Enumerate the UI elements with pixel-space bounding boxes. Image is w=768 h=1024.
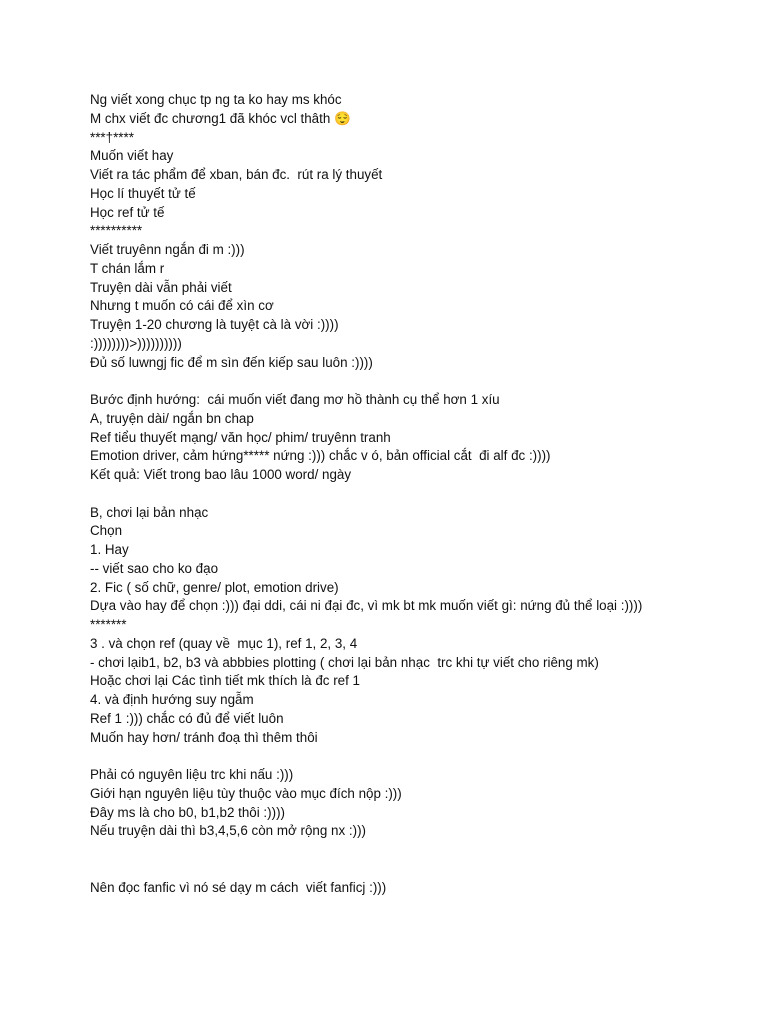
blank-line [90,747,730,766]
text-line: Phải có nguyên liệu trc khi nấu :))) [90,767,294,782]
text-line: Chọn [90,523,123,539]
text-line: :))))))))>)))))))))) [90,335,182,351]
text-line: Kết quả: Viết trong bao lâu 1000 word/ ngày [90,467,352,482]
text-line: Đủ số luwngj fic để m sìn đến kiếp sau luôn :)))) [90,354,373,370]
text-line: - chơi lạib1, b2, b3 và abbbies plotting ( chơi lại bản nhạc trc khi tự viết cho riêng mk) [90,654,599,670]
text-line: Hoặc chơi lại Các tình tiết mk thích là đc ref 1 [90,673,361,689]
text-line: Đây ms là cho b0, b1,b2 thôi :)))) [90,804,285,820]
blank-line [90,372,730,391]
text-line: -- viết sao cho ko đạo [90,560,219,576]
text-line: Nhưng t muốn có cái để xìn cơ [90,298,274,314]
text-line: M chx viết đc chương1 đã khóc vcl thâth 😌 [90,110,351,126]
text-line: ***†**** [90,129,134,145]
text-line: 3 . và chọn ref (quay về mục 1), ref 1, 2, 3, 4 [90,635,358,651]
text-line: 4. và định hướng suy ngẫm [90,692,254,707]
text-line: Muốn viết hay [90,148,174,164]
text-line: Giới hạn nguyên liệu tùy thuộc vào mục đích nộp :))) [90,785,402,801]
text-line: Viết truyênn ngắn đi m :))) [90,242,245,257]
text-line: Ref tiểu thuyết mạng/ văn học/ phim/ truyênn tranh [90,429,391,445]
text-line: Truyện 1-20 chương là tuyệt cà là vời :)))) [90,317,339,332]
text-line: Emotion driver, cảm hứng***** nứng :))) chắc v ó, bản official cắt đi alf đc :)))) [90,448,551,464]
blank-line [90,485,730,504]
text-line: Truyện dài vẫn phải viết [90,279,232,295]
blank-line [90,841,730,860]
text-line: Học lí thuyết tử tế [90,185,196,201]
text-line: Học ref tử tế [90,204,165,220]
text-line: Ref 1 :))) chắc có đủ để viết luôn [90,710,284,726]
text-line: 1. Hay [90,542,129,557]
text-line: Ng viết xong chục tp ng ta ko hay ms khóc [90,92,342,107]
text-line: ******* [90,617,127,632]
blank-line [90,860,730,879]
text-line: B, chơi lại bản nhạc [90,504,209,520]
text-line: 2. Fic ( số chữ, genre/ plot, emotion drive) [90,579,339,595]
text-line: Muốn hay hơn/ tránh đoạ thì thêm thôi [90,729,318,745]
document-body [90,91,730,897]
text-line: Bước định hướng: cái muốn viết đang mơ hồ thành cụ thể hơn 1 xíu [90,392,500,407]
text-line: T chán lắm r [90,260,165,276]
text-line: Nếu truyện dài thì b3,4,5,6 còn mở rộng nx :))) [90,823,366,839]
text-line: Nên đọc fanfic vì nó sé dạy m cách viết fanficj :))) [90,879,387,895]
text-line: Viết ra tác phẩm để xban, bán đc. rút ra lý thuyết [90,167,383,182]
text-line: A, truyện dài/ ngắn bn chap [90,410,254,426]
text-line: Dựa vào hay để chọn :))) đại ddi, cái ni đại đc, vì mk bt mk muốn viết gì: nứng đủ thể loại :)))) [90,598,643,614]
text-line: ********** [90,223,143,239]
